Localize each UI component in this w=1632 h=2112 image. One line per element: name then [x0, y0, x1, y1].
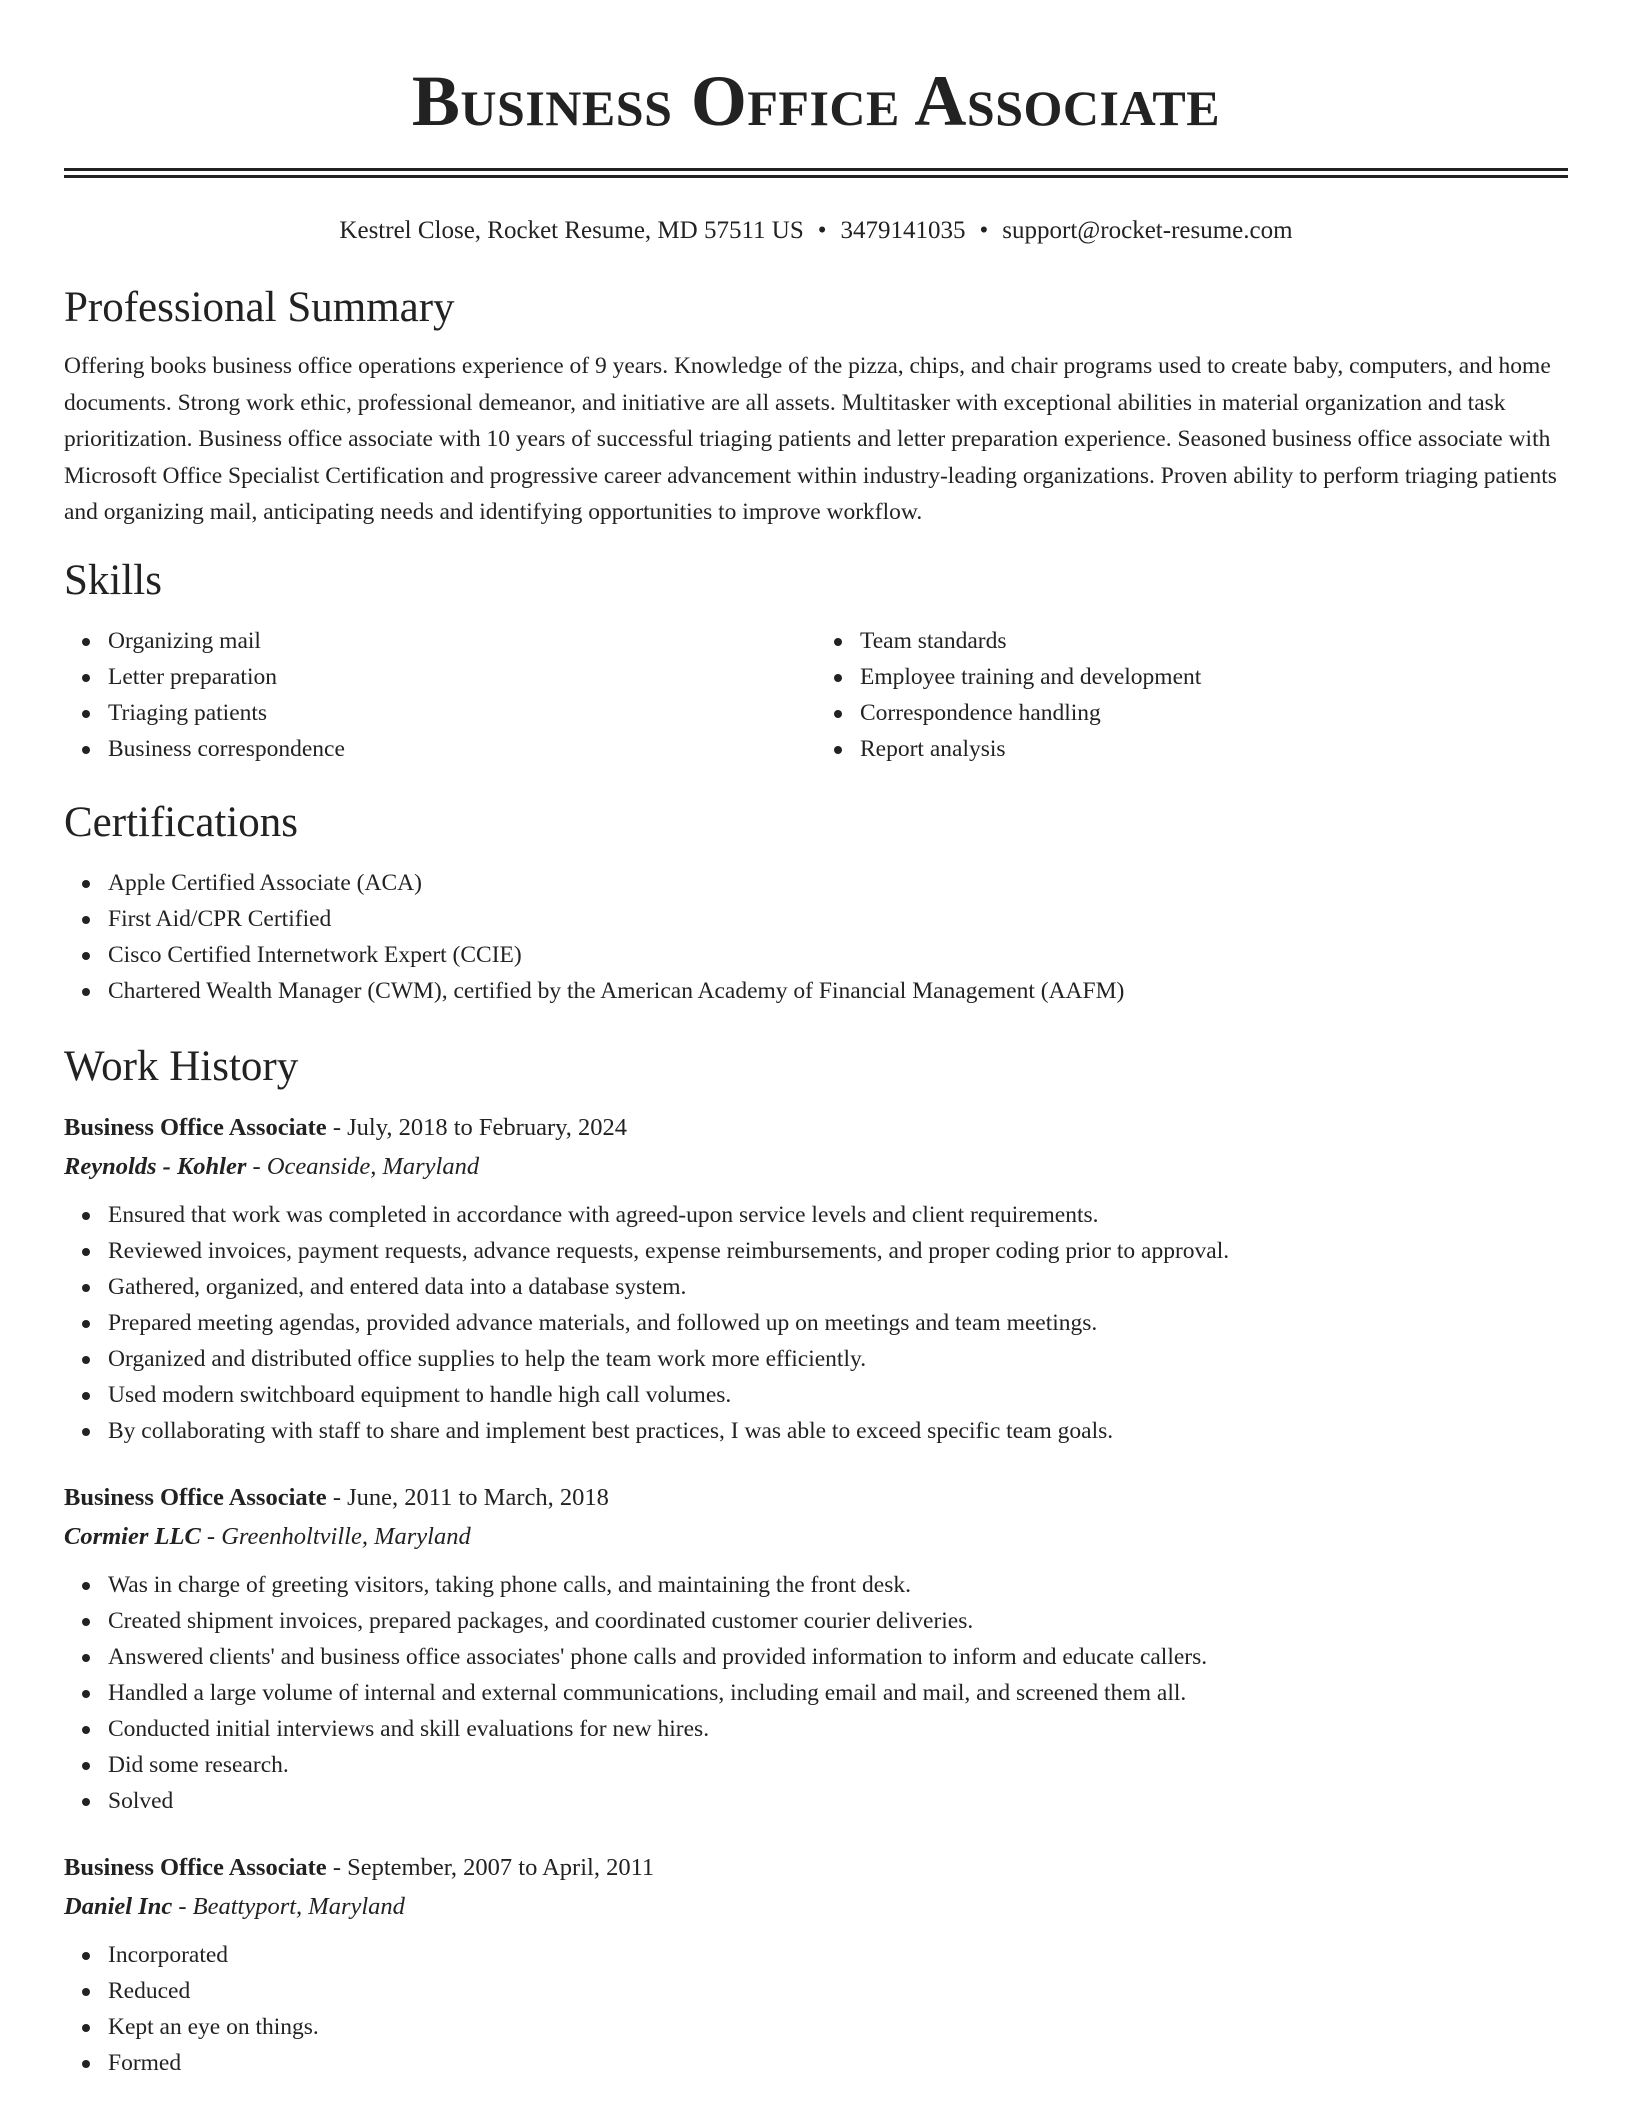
skills-section — [64, 553, 1568, 767]
job-duty-item: Gathered, organized, and entered data into a database system. — [108, 1269, 1568, 1305]
section-heading-summary: Professional Summary — [64, 284, 455, 331]
job-duties-list — [64, 1937, 1568, 2081]
job-duty-item: Conducted initial interviews and skill evaluations for new hires. — [108, 1711, 1568, 1747]
professional-summary-section — [64, 280, 1568, 531]
skill-item: Employee training and development — [860, 659, 1568, 695]
job-title-line: Business Office Associate - June, 2011 to March, 2018 — [64, 1483, 609, 1511]
job-duty-item: Used modern switchboard equipment to handle high call volumes. — [108, 1377, 1568, 1413]
job-role: Business Office Associate — [64, 1483, 327, 1511]
job-duty-item: Kept an eye on things. — [108, 2009, 1568, 2045]
skills-list-right — [816, 623, 1568, 767]
job-duties-list — [64, 1197, 1568, 1449]
skill-item: Report analysis — [860, 731, 1568, 767]
job-location: Oceanside, Maryland — [266, 1152, 480, 1180]
job-entry — [64, 1109, 1568, 1449]
job-duty-item: Created shipment invoices, prepared packages, and coordinated customer courier deliveries. — [108, 1603, 1568, 1639]
job-location: Greenholtville, Maryland — [221, 1522, 471, 1550]
job-duty-item: Formed — [108, 2045, 1568, 2081]
job-duty-item: Handled a large volume of internal and external communications, including email and mail, and screened them all. — [108, 1675, 1568, 1711]
section-heading-certifications: Certifications — [64, 798, 299, 846]
contact-email: support@rocket-resume.com — [1002, 217, 1293, 244]
certification-item: Apple Certified Associate (ACA) — [108, 865, 1568, 901]
work-history-section — [64, 1039, 1568, 2081]
job-company-line: Reynolds - Kohler - Oceanside, Maryland — [64, 1152, 480, 1180]
job-duty-item: By collaborating with staff to share and implement best practices, I was able to exceed specific team goals. — [108, 1413, 1568, 1449]
job-role: Business Office Associate — [64, 1113, 327, 1141]
summary-text: Offering books business office operations experience of 9 years. Knowledge of the pizza, chips, and chair programs used to create baby, computers, and home documents. Strong work ethic, professional demeanor, and initiative are all assets. Multitasker with exceptional abilities in material organization and task prioritization. Business office associate with 10 years of successful triaging patients and letter preparation experience. Seasoned business office associate with Microsoft Office Specialist Certification and progressive career advancement within industry-leading organizations. Proven ability to perform triaging patients and organizing mail, anticipating needs and identifying opportunities to improve workflow. — [64, 353, 1557, 525]
certification-item: First Aid/CPR Certified — [108, 901, 1568, 937]
contact-separator: • — [979, 217, 989, 244]
job-entry — [64, 1479, 1568, 1819]
job-role: Business Office Associate — [64, 1853, 327, 1881]
job-entry — [64, 1849, 1568, 2081]
contact-line — [64, 214, 1568, 248]
job-duty-item: Was in charge of greeting visitors, taking phone calls, and maintaining the front desk. — [108, 1567, 1568, 1603]
section-heading-work-history: Work History — [64, 1042, 299, 1090]
skill-item: Team standards — [860, 623, 1568, 659]
job-title-line: Business Office Associate - July, 2018 to February, 2024 — [64, 1113, 628, 1141]
job-company: Cormier LLC — [64, 1522, 201, 1550]
job-dates: June, 2011 to March, 2018 — [347, 1483, 609, 1511]
skills-column-right — [816, 623, 1568, 767]
skill-item: Letter preparation — [108, 659, 816, 695]
job-duty-item: Answered clients' and business office associates' phone calls and provided information to inform and educate callers. — [108, 1639, 1568, 1675]
contact-phone: 3479141035 — [840, 217, 966, 244]
skill-item: Triaging patients — [108, 695, 816, 731]
job-duty-item: Incorporated — [108, 1937, 1568, 1973]
section-heading-skills: Skills — [64, 556, 162, 604]
skills-column-left — [64, 623, 816, 767]
job-company-line: Cormier LLC - Greenholtville, Maryland — [64, 1522, 471, 1550]
job-company: Reynolds - Kohler — [64, 1152, 247, 1180]
job-duty-item: Organized and distributed office supplies to help the team work more efficiently. — [108, 1341, 1568, 1377]
job-duty-item: Did some research. — [108, 1747, 1568, 1783]
job-title-line: Business Office Associate - September, 2007 to April, 2011 — [64, 1853, 655, 1881]
job-company-line: Daniel Inc - Beattyport, Maryland — [64, 1892, 405, 1920]
contact-address: Kestrel Close, Rocket Resume, MD 57511 US — [339, 217, 804, 244]
job-location: Beattyport, Maryland — [192, 1892, 405, 1920]
contact-separator: • — [817, 217, 827, 244]
certification-item: Chartered Wealth Manager (CWM), certified by the American Academy of Financial Management (AAFM) — [108, 973, 1568, 1009]
skill-item: Organizing mail — [108, 623, 816, 659]
skills-columns — [64, 623, 1568, 767]
certifications-section — [64, 795, 1568, 1009]
job-dates: September, 2007 to April, 2011 — [347, 1853, 655, 1881]
job-duty-item: Prepared meeting agendas, provided advance materials, and followed up on meetings and team meetings. — [108, 1305, 1568, 1341]
certification-item: Cisco Certified Internetwork Expert (CCIE) — [108, 937, 1568, 973]
skill-item: Correspondence handling — [860, 695, 1568, 731]
job-company: Daniel Inc — [64, 1892, 173, 1920]
job-duty-item: Ensured that work was completed in accordance with agreed-upon service levels and client requirements. — [108, 1197, 1568, 1233]
job-duties-list — [64, 1567, 1568, 1819]
certifications-list — [64, 865, 1568, 1009]
resume-title: Business Office Associate — [411, 61, 1221, 141]
job-duty-item: Reduced — [108, 1973, 1568, 2009]
title-double-rule — [64, 168, 1568, 178]
job-dates: July, 2018 to February, 2024 — [347, 1113, 628, 1141]
job-duty-item: Reviewed invoices, payment requests, advance requests, expense reimbursements, and proper coding prior to approval. — [108, 1233, 1568, 1269]
skills-list-left — [64, 623, 816, 767]
job-duty-item: Solved — [108, 1783, 1568, 1819]
skill-item: Business correspondence — [108, 731, 816, 767]
